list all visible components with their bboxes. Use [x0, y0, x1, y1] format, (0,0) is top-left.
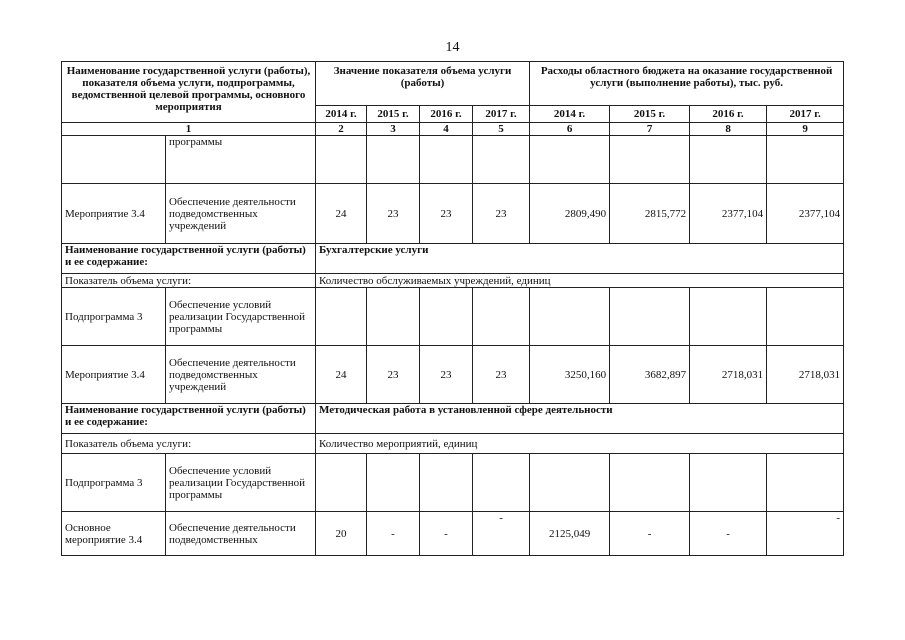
service-row: [62, 244, 844, 274]
indicator-row: [62, 434, 844, 454]
indicator-value: Количество мероприятий, единиц: [316, 434, 844, 454]
year-header: 2014 г.: [316, 106, 367, 123]
expense-cell: [610, 136, 690, 184]
service-name-value: Бухгалтерские услуги: [316, 244, 844, 274]
year-header: 2017 г.: [767, 106, 844, 123]
expense-cell: [530, 454, 610, 512]
expense-cell: [690, 454, 767, 512]
table-row: [62, 512, 844, 556]
row-label: Подпрограмма 3: [62, 454, 166, 512]
table-row: [62, 288, 844, 346]
budget-table: [61, 61, 844, 556]
row-description: Обеспечение деятельности подведомственных: [166, 512, 316, 556]
expense-cell: [767, 454, 844, 512]
row-description: Обеспечение условий реализации Государственной программы: [166, 454, 316, 512]
expense-cell: [530, 136, 610, 184]
header-row: [62, 62, 844, 106]
year-header: 2015 г.: [610, 106, 690, 123]
expense-cell: 3250,160: [530, 346, 610, 404]
volume-cell: 23: [367, 346, 420, 404]
expense-cell: [530, 288, 610, 346]
volume-cell: 23: [420, 346, 473, 404]
expense-cell: [610, 454, 690, 512]
row-description: программы: [166, 136, 316, 184]
volume-cell: [420, 136, 473, 184]
table-row: [62, 454, 844, 512]
year-header: 2017 г.: [473, 106, 530, 123]
volume-cell: -: [420, 512, 473, 556]
expense-cell: 2809,490: [530, 184, 610, 244]
expense-cell: 3682,897: [610, 346, 690, 404]
expense-cell: [767, 288, 844, 346]
expense-cell: [610, 288, 690, 346]
indicator-label: Показатель объема услуги:: [62, 274, 316, 288]
row-label: Мероприятие 3.4: [62, 346, 166, 404]
volume-cell: 23: [420, 184, 473, 244]
service-row: [62, 404, 844, 434]
volume-cell: 24: [316, 346, 367, 404]
volume-cell: 20: [316, 512, 367, 556]
volume-cell: 23: [367, 184, 420, 244]
table-row: [62, 136, 844, 184]
row-description: Обеспечение деятельности подведомственных учреждений: [166, 346, 316, 404]
column-number: 2: [316, 123, 367, 136]
volume-cell: [473, 288, 530, 346]
volume-cell: [420, 454, 473, 512]
page-number: 14: [445, 40, 460, 55]
row-label: Основное мероприятие 3.4: [62, 512, 166, 556]
indicator-row: [62, 274, 844, 288]
expense-cell: [767, 136, 844, 184]
expense-cell: [690, 288, 767, 346]
row-label: Подпрограмма 3: [62, 288, 166, 346]
indicator-value: Количество обслуживаемых учреждений, единиц: [316, 274, 844, 288]
expense-cell: 2718,031: [767, 346, 844, 404]
column-number: 7: [610, 123, 690, 136]
volume-cell: [473, 454, 530, 512]
volume-cell: -: [473, 512, 530, 556]
row-description: Обеспечение деятельности подведомственных учреждений: [166, 184, 316, 244]
expense-cell: 2718,031: [690, 346, 767, 404]
volume-cell: [316, 288, 367, 346]
header-volume-group: Значение показателя объема услуги (работы): [316, 62, 530, 106]
volume-cell: 23: [473, 184, 530, 244]
service-name-label: Наименование государственной услуги (работы) и ее содержание:: [62, 404, 316, 434]
column-number: 3: [367, 123, 420, 136]
expense-cell: -: [690, 512, 767, 556]
service-name-value: Методическая работа в установленной сфере деятельности: [316, 404, 844, 434]
year-header: 2014 г.: [530, 106, 610, 123]
volume-cell: [367, 454, 420, 512]
volume-cell: 23: [473, 346, 530, 404]
column-number: 9: [767, 123, 844, 136]
header-expense-group: Расходы областного бюджета на оказание государственной услуги (выполнение работы), тыс. руб.: [530, 62, 844, 106]
service-name-label: Наименование государственной услуги (работы) и ее содержание:: [62, 244, 316, 274]
row-label: Мероприятие 3.4: [62, 184, 166, 244]
expense-cell: 2815,772: [610, 184, 690, 244]
volume-cell: -: [367, 512, 420, 556]
volume-cell: [367, 288, 420, 346]
expense-cell: -: [610, 512, 690, 556]
volume-cell: [367, 136, 420, 184]
year-header: 2015 г.: [367, 106, 420, 123]
column-number-row: [62, 123, 844, 136]
expense-cell: -: [767, 512, 844, 556]
year-header: 2016 г.: [420, 106, 473, 123]
column-number: 1: [62, 123, 316, 136]
volume-cell: [316, 454, 367, 512]
expense-cell: [690, 136, 767, 184]
column-number: 5: [473, 123, 530, 136]
expense-cell: 2377,104: [767, 184, 844, 244]
table-row: [62, 184, 844, 244]
table-row: [62, 346, 844, 404]
expense-cell: 2125,049: [530, 512, 610, 556]
header-col1: Наименование государственной услуги (работы), показателя объема услуги, подпрограммы, ведомственной целевой программы, основного мероприятия: [62, 62, 316, 123]
volume-cell: [316, 136, 367, 184]
row-description: Обеспечение условий реализации Государственной программы: [166, 288, 316, 346]
volume-cell: [473, 136, 530, 184]
row-label: [62, 136, 166, 184]
year-header: 2016 г.: [690, 106, 767, 123]
volume-cell: [420, 288, 473, 346]
expense-cell: 2377,104: [690, 184, 767, 244]
column-number: 6: [530, 123, 610, 136]
volume-cell: 24: [316, 184, 367, 244]
column-number: 8: [690, 123, 767, 136]
column-number: 4: [420, 123, 473, 136]
indicator-label: Показатель объема услуги:: [62, 434, 316, 454]
